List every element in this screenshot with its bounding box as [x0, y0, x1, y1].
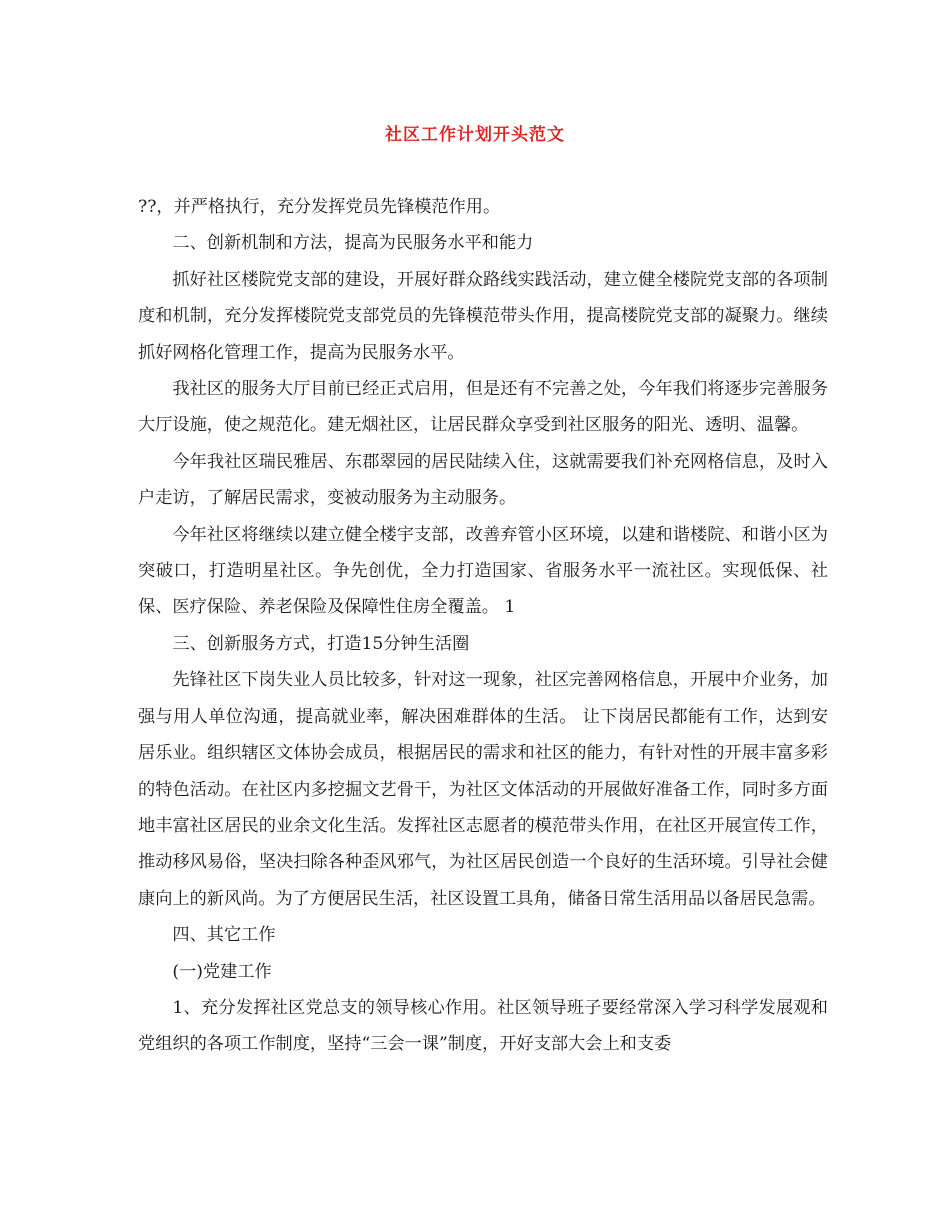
section-heading-2: 二、创新机制和方法，提高为民服务水平和能力	[172, 233, 534, 254]
document-title: 社区工作计划开头范文	[385, 125, 565, 145]
paragraph: 今年社区将继续以建立健全楼宇支部，改善弃管小区环境，以建和谐楼院、和谐小区为突破口，打造明星社区。争先创优，全力打造国家、省服务水平一流社区。实现低保、社保、医疗保险、养老保险及保障性住房全覆盖。 1	[138, 524, 828, 618]
paragraph: 今年我社区瑞民雅居、东郡翠园的居民陆续入住，这就需要我们补充网格信息，及时入户走访，了解居民需求，变被动服务为主动服务。	[138, 451, 828, 509]
subsection-heading: (一)党建工作	[172, 961, 272, 982]
document-body	[138, 189, 828, 1063]
paragraph-continuation: ??，并严格执行，充分发挥党员先锋模范作用。	[138, 197, 501, 217]
paragraph: 抓好社区楼院党支部的建设，开展好群众路线实践活动，建立健全楼院党支部的各项制度和机制，充分发挥楼院党支部党员的先锋模范带头作用，提高楼院党支部的凝聚力。继续抓好网格化管理工作，提高为民服务水平。	[138, 269, 828, 363]
paragraph: 1、充分发挥社区党总支的领导核心作用。社区领导班子要经常深入学习科学发展观和党组织的各项工作制度，坚持“三会一课”制度，开好支部大会上和支委	[138, 997, 828, 1055]
paragraph: 先锋社区下岗失业人员比较多，针对这一现象，社区完善网格信息，开展中介业务，加强与用人单位沟通，提高就业率，解决困难群体的生活。 让下岗居民都能有工作，达到安居乐业。组织辖区文体协会成员，根据居民的需求和社区的能力，有针对性的开展丰富多彩的特色活动。在社区内多挖掘文艺骨干，为社区文体活动的开展做好准备工作，同时多方面地丰富社区居民的业余文化生活。发挥社区志愿者的模范带头作用，在社区开展宣传工作，推动移风易俗，坚决扫除各种歪风邪气，为社区居民创造一个良好的生活环境。引导社会健康向上的新风尚。为了方便居民生活，社区设置工具角，储备日常生活用品以备居民急需。	[138, 670, 828, 909]
section-heading-4: 四、其它工作	[172, 925, 276, 946]
section-heading-3: 三、创新服务方式，打造15分钟生活圈	[172, 633, 470, 654]
paragraph: 我社区的服务大厅目前已经正式启用，但是还有不完善之处，今年我们将逐步完善服务大厅设施，使之规范化。建无烟社区，让居民群众享受到社区服务的阳光、透明、温馨。	[138, 379, 828, 436]
